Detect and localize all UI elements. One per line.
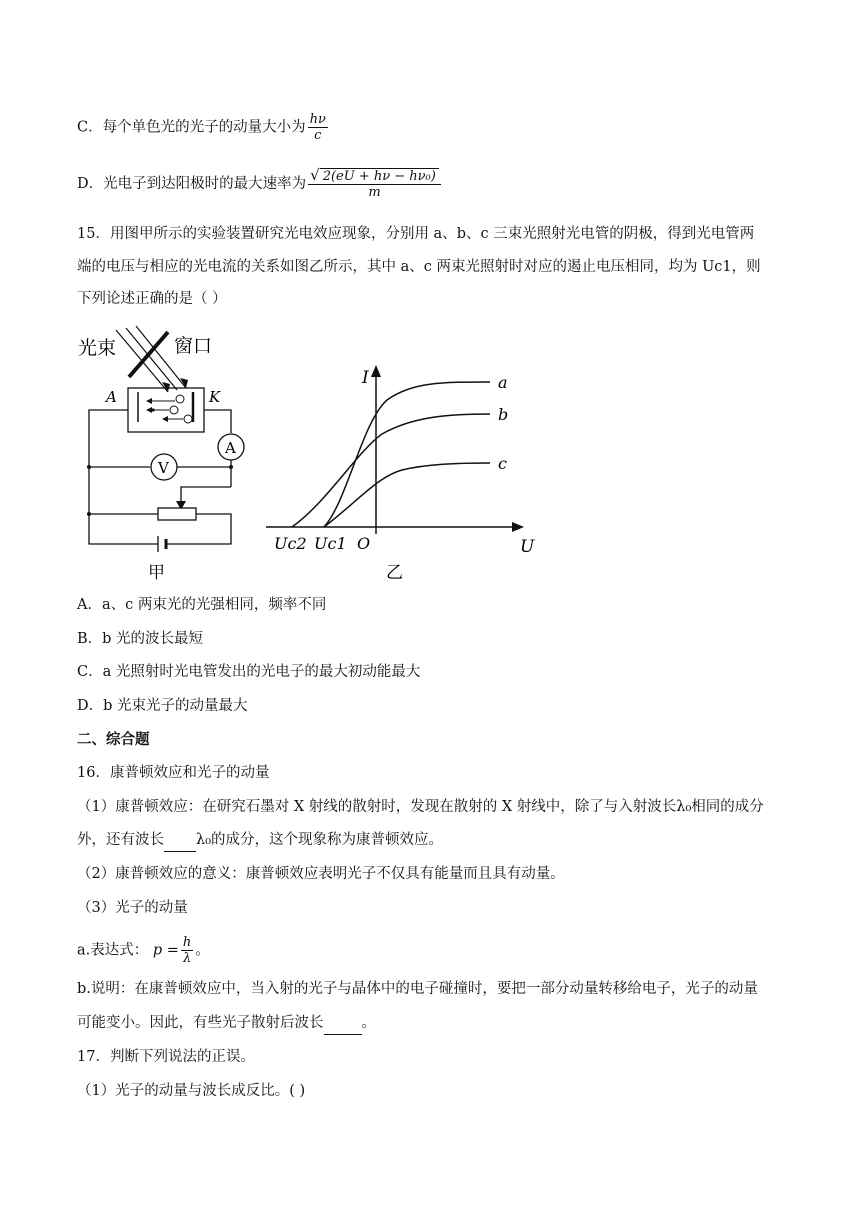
q14-c-fraction: $\frac{h\nu}{c}$ [309, 112, 326, 143]
q15-option-d: D．b 光束光子的动量最大 [77, 698, 248, 714]
q14-option-c: C．每个单色光的光子的动量大小为 $\frac{h\nu}{c}$ [77, 112, 326, 143]
q16-p2: （2）康普顿效应的意义：康普顿效应表明光子不仅具有能量而且具有动量。 [77, 866, 565, 882]
rheostat [158, 508, 196, 520]
label-anode: A [106, 388, 117, 406]
q15-option-b: B．b 光的波长最短 [77, 631, 204, 647]
curve-a-label: a [498, 373, 508, 392]
curve-c [324, 463, 490, 527]
electron [170, 406, 178, 414]
curve-a [324, 382, 490, 527]
electron [184, 415, 192, 423]
caption-yi: 乙 [386, 563, 403, 583]
q15-stem-line1: 15．用图甲所示的实验装置研究光电效应现象，分别用 a、b、c 三束光照射光电管的阴极，得到光电管两 [77, 226, 755, 242]
q14-d-fraction: $\frac{\text{√ 2(eU + hν − hν₀)}}{m}$ [308, 168, 441, 200]
q17-title: 17．判断下列说法的正误。 [77, 1049, 255, 1065]
label-cathode: K [209, 388, 221, 406]
q14-option-d: D．光电子到达阳极时的最大速率为 $\frac{\text{√ 2(eU + hν − hν₀)}}{m}$ [77, 168, 443, 200]
q15-option-c: C．a 光照射时光电管发出的光电子的最大初动能最大 [77, 664, 421, 680]
q15-stem-line3: 下列论述正确的是（ ） [77, 291, 227, 307]
q16-p3: （3）光子的动量 [77, 900, 188, 916]
figure-yi-graph [262, 362, 552, 584]
q16-pb-line2: 可能变小。因此，有些光子散射后波长 。 [77, 1012, 376, 1035]
curve-c-label: c [498, 454, 507, 473]
label-uc2: Uc2 [274, 534, 307, 553]
q16-title: 16．康普顿效应和光子的动量 [77, 765, 270, 781]
label-beam: 光束 [78, 337, 117, 359]
voltmeter-label: V [158, 459, 169, 477]
wire-left [89, 410, 158, 544]
figure-jia-circuit [76, 322, 256, 584]
label-uc1: Uc1 [314, 534, 347, 553]
ammeter-label: A [225, 439, 236, 457]
x-axis-label: U [520, 537, 535, 557]
q16-p1-line1: （1）康普顿效应：在研究石墨对 X 射线的散射时，发现在散射的 X 射线中，除了与入射波长λ₀相同的成分 [77, 799, 764, 815]
q16-p1-line2: 外，还有波长 λ₀的成分，这个现象称为康普顿效应。 [77, 829, 443, 852]
label-window: 窗口 [174, 335, 213, 357]
curve-b-label: b [498, 405, 509, 424]
y-axis-label: I [362, 368, 369, 388]
origin-label: O [357, 534, 371, 553]
curve-b [292, 414, 490, 527]
wire-right-top [204, 410, 231, 433]
light-beam-line [126, 328, 177, 390]
fill-blank[interactable] [164, 829, 196, 852]
q15-option-a: A．a、c 两束光的光强相同，频率不同 [77, 597, 327, 613]
section-heading: 二、综合题 [77, 731, 150, 748]
q16-pa: a.表达式： p = $\frac{h}{\lambda}$ 。 [77, 935, 210, 966]
electron [176, 395, 184, 403]
slider-wire [181, 487, 231, 504]
momentum-fraction: $\frac{h}{\lambda}$ [182, 935, 192, 966]
fill-blank[interactable] [324, 1012, 362, 1035]
caption-jia: 甲 [148, 563, 165, 583]
q15-stem-line2: 端的电压与相应的光电流的关系如图乙所示，其中 a、c 两束光照射时对应的遏止电压相同，均为 Uc1，则 [77, 259, 761, 275]
q17-p1: （1）光子的动量与波长成反比。( ) [77, 1083, 306, 1099]
q16-pb-line1: b.说明：在康普顿效应中，当入射的光子与晶体中的电子碰撞时，要把一部分动量转移给电子，光子的动量 [77, 981, 758, 997]
